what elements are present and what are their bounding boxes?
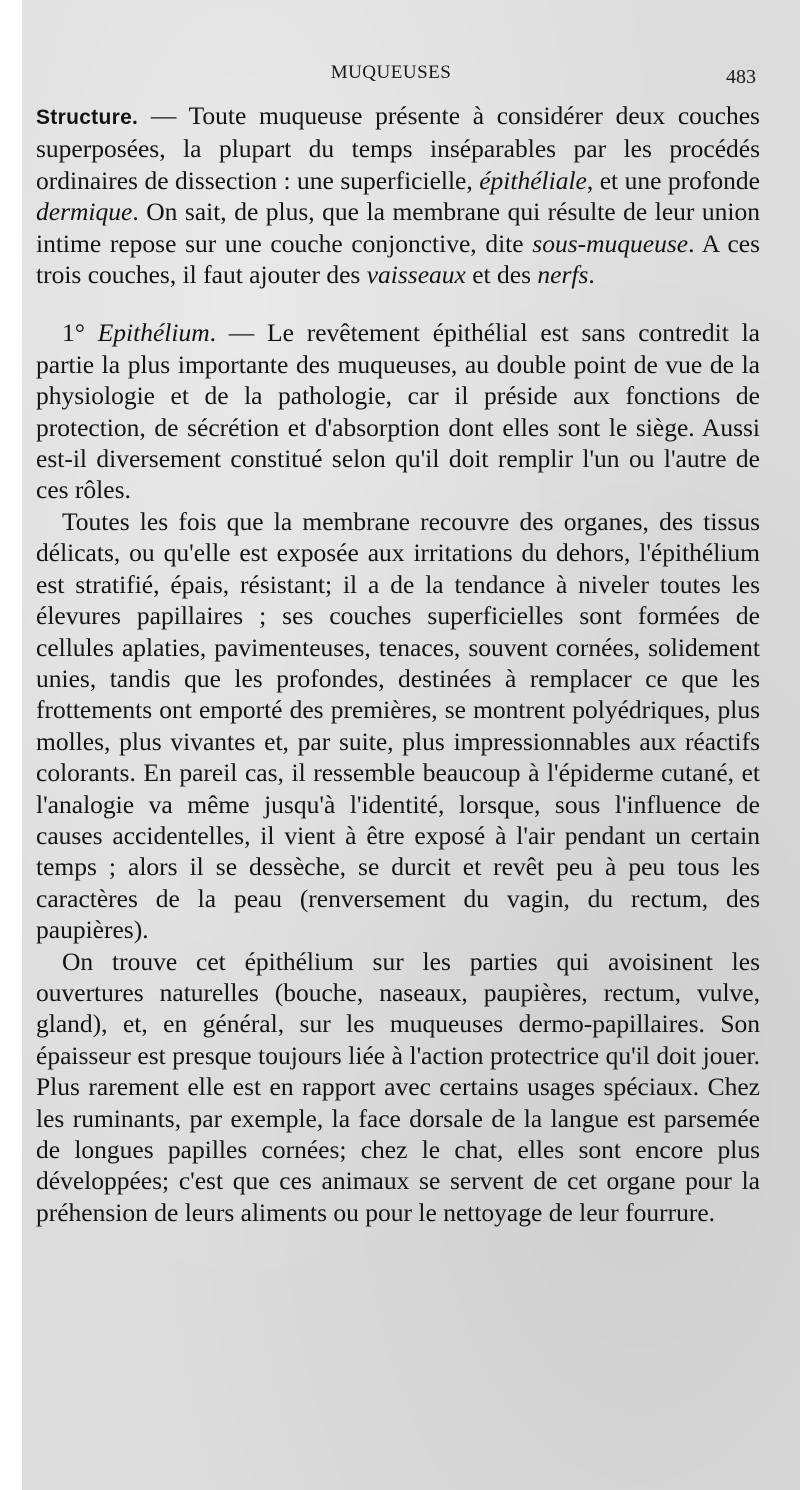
text-run: et des (465, 260, 538, 290)
text-run: — Toute muqueuse présente à considérer deux couches superposées, la plupart du temps inséparables par les procédés ordinaires de dissection : une superficielle, (36, 101, 760, 195)
text-run: . (588, 260, 595, 290)
text-run: , et une profonde (586, 165, 760, 195)
italic-term: nerfs (537, 260, 589, 290)
body-text (36, 100, 760, 1228)
section-number: 1° (62, 318, 85, 348)
text-run: . A ces trois couches, il faut ajouter des (36, 228, 760, 290)
section-heading-structure: Structure. (36, 106, 139, 129)
section-heading-epithelium: Epithélium (97, 318, 210, 348)
page-header (36, 60, 760, 94)
italic-term: dermique (36, 197, 133, 227)
page-margin-edge (0, 0, 22, 1490)
running-head: MUQUEUSES (330, 62, 452, 83)
italic-term: épithéliale (479, 165, 587, 195)
text-run: . On sait, de plus, que la membrane qui résulte de leur union intime repose sur une couche conjonctive, dite (36, 197, 760, 258)
italic-term: vaisseaux (366, 260, 466, 290)
page-number: 483 (726, 66, 756, 88)
text-run: . — Le revêtement épithélial est sans contredit la partie la plus importante des muqueuses, au double point de vue de la physiologie et de la pathologie, car il préside aux fonctions de protection, de sécrétion et d'absorption dont elles sont le siège. Aussi est-il diversement constitué selon qu'il doit remplir l'un ou l'autre de ces rôles. (36, 318, 760, 505)
paragraph-epithelium (36, 317, 760, 505)
paragraph-location: On trouve cet épithélium sur les parties qui avoisinent les ouvertures naturelles (bouche, naseaux, paupières, rectum, vulve, gland), et, en général, sur les muqueuses dermo-papillaires. Son épaisseur est presque toujours liée à l'action protectrice qu'il doit jouer. Plus rarement elle est en rapport avec certains usages spéciaux. Chez les ruminants, par exemple, la face dorsale de la langue est parsemée de longues papilles cornées; chez le chat, elles sont encore plus développées; c'est que ces animaux se servent de cet organe pour la préhension de leurs aliments ou pour le nettoyage de leur fourrure. (36, 946, 760, 1227)
italic-term: sous-muqueuse (532, 228, 689, 258)
paragraph-structure (36, 100, 760, 290)
paragraph-stratified: Toutes les fois que la membrane recouvre des organes, des tissus délicats, ou qu'elle est exposée aux irritations du dehors, l'épithélium est stratifié, épais, résistant; il a de la tendance à niveler toutes les élevures papillaires ; ses couches superficielles sont formées de cellules aplaties, pavimenteuses, tenaces, souvent cornées, solidement unies, tandis que les profondes, destinées à remplacer ce que les frottements ont emporté des premières, se montrent polyédriques, plus molles, plus vivantes et, par suite, plus impressionnables aux réactifs colorants. En pareil cas, il ressemble beaucoup à l'épiderme cutané, et l'analogie va même jusqu'à l'identité, lorsque, sous l'influence de causes accidentelles, il vient à être exposé à l'air pendant un certain temps ; alors il se dessèche, se durcit et revêt peu à peu tous les caractères de la peau (renversement du vagin, du rectum, des paupières). (36, 506, 760, 945)
